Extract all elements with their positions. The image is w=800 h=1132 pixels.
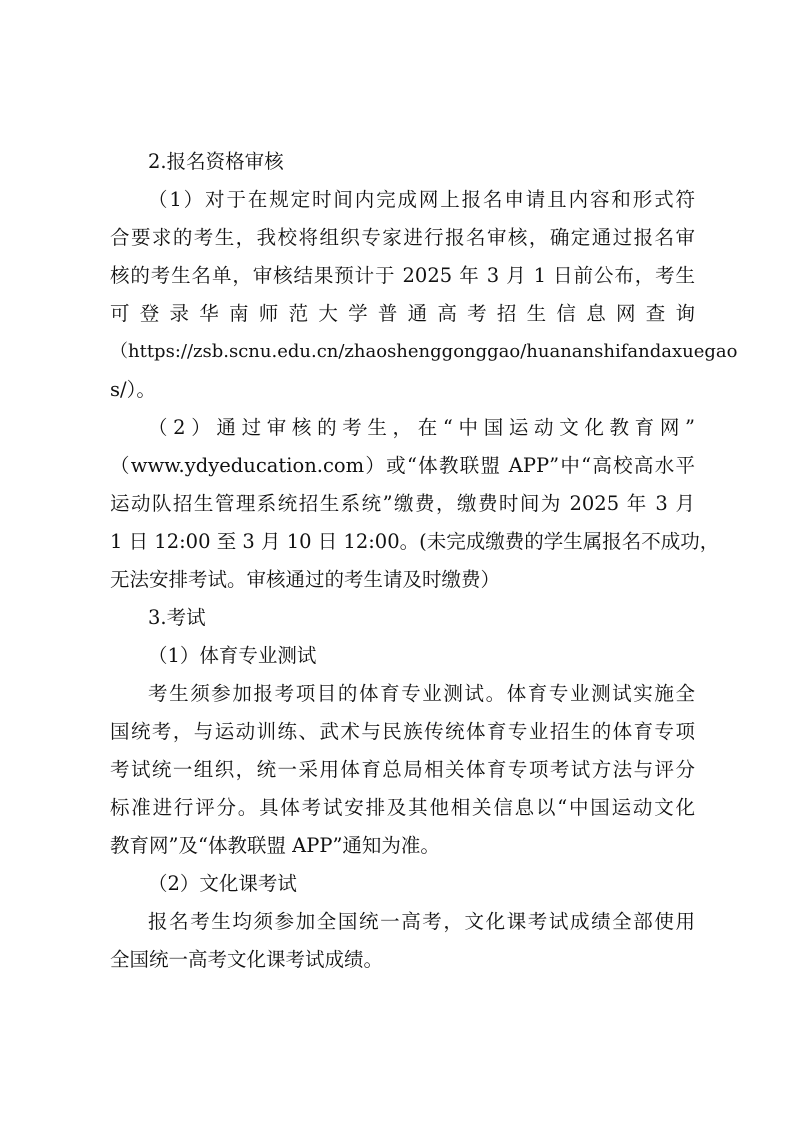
- item-1-line-6: s/）。: [110, 378, 156, 401]
- item-1-url-line: （https://zsb.scnu.edu.cn/zhaoshenggonggao/huananshifandaxuegao: [110, 341, 738, 362]
- sub-2-line-2: 全国统一高考文化课考试成绩。: [110, 948, 384, 971]
- item-2-line-3: 运动队招生管理系统招生系统”缴费，缴费时间为 2025 年 3 月: [110, 492, 695, 515]
- sub-2-line-1: 报名考生均须参加全国统一高考，文化课考试成绩全部使用: [148, 910, 695, 933]
- sub-1-heading: （1）体育专业测试: [148, 644, 317, 667]
- sub-1-line-3: 考试统一组织，统一采用体育总局相关体育专项考试方法与评分: [110, 758, 695, 781]
- item-1-line-2: 合要求的考生，我校将组织专家进行报名审核，确定通过报名审: [110, 226, 695, 249]
- item-1-line-3: 核的考生名单，审核结果预计于 2025 年 3 月 1 日前公布，考生: [110, 264, 695, 287]
- item-1-line-1: （1）对于在规定时间内完成网上报名申请且内容和形式符: [148, 188, 695, 211]
- item-2-line-5: 无法安排考试。审核通过的考生请及时缴费）: [110, 568, 501, 591]
- item-2-line-2: （www.ydyeducation.com）或“体教联盟 APP”中“高校高水平: [110, 454, 695, 477]
- sub-1-line-5: 教育网”及“体教联盟 APP”通知为准。: [110, 834, 440, 857]
- sub-1-line-2: 国统考，与运动训练、武术与民族传统体育专业招生的体育专项: [110, 720, 695, 743]
- section-2-heading: 2.报名资格审核: [148, 150, 284, 173]
- item-2-line-1: （2）通过审核的考生，在“中国运动文化教育网”: [148, 416, 695, 439]
- item-1-line-4: 可登录华南师范大学普通高考招生信息网查询: [110, 302, 695, 325]
- sub-1-line-1: 考生须参加报考项目的体育专业测试。体育专业测试实施全: [148, 682, 695, 705]
- section-3-heading: 3.考试: [148, 606, 206, 629]
- sub-1-line-4: 标准进行评分。具体考试安排及其他相关信息以“中国运动文化: [110, 796, 695, 819]
- sub-2-heading: （2）文化课考试: [148, 872, 297, 895]
- item-2-line-4: 1 日 12:00 至 3 月 10 日 12:00。(未完成缴费的学生属报名不成功，: [110, 530, 720, 553]
